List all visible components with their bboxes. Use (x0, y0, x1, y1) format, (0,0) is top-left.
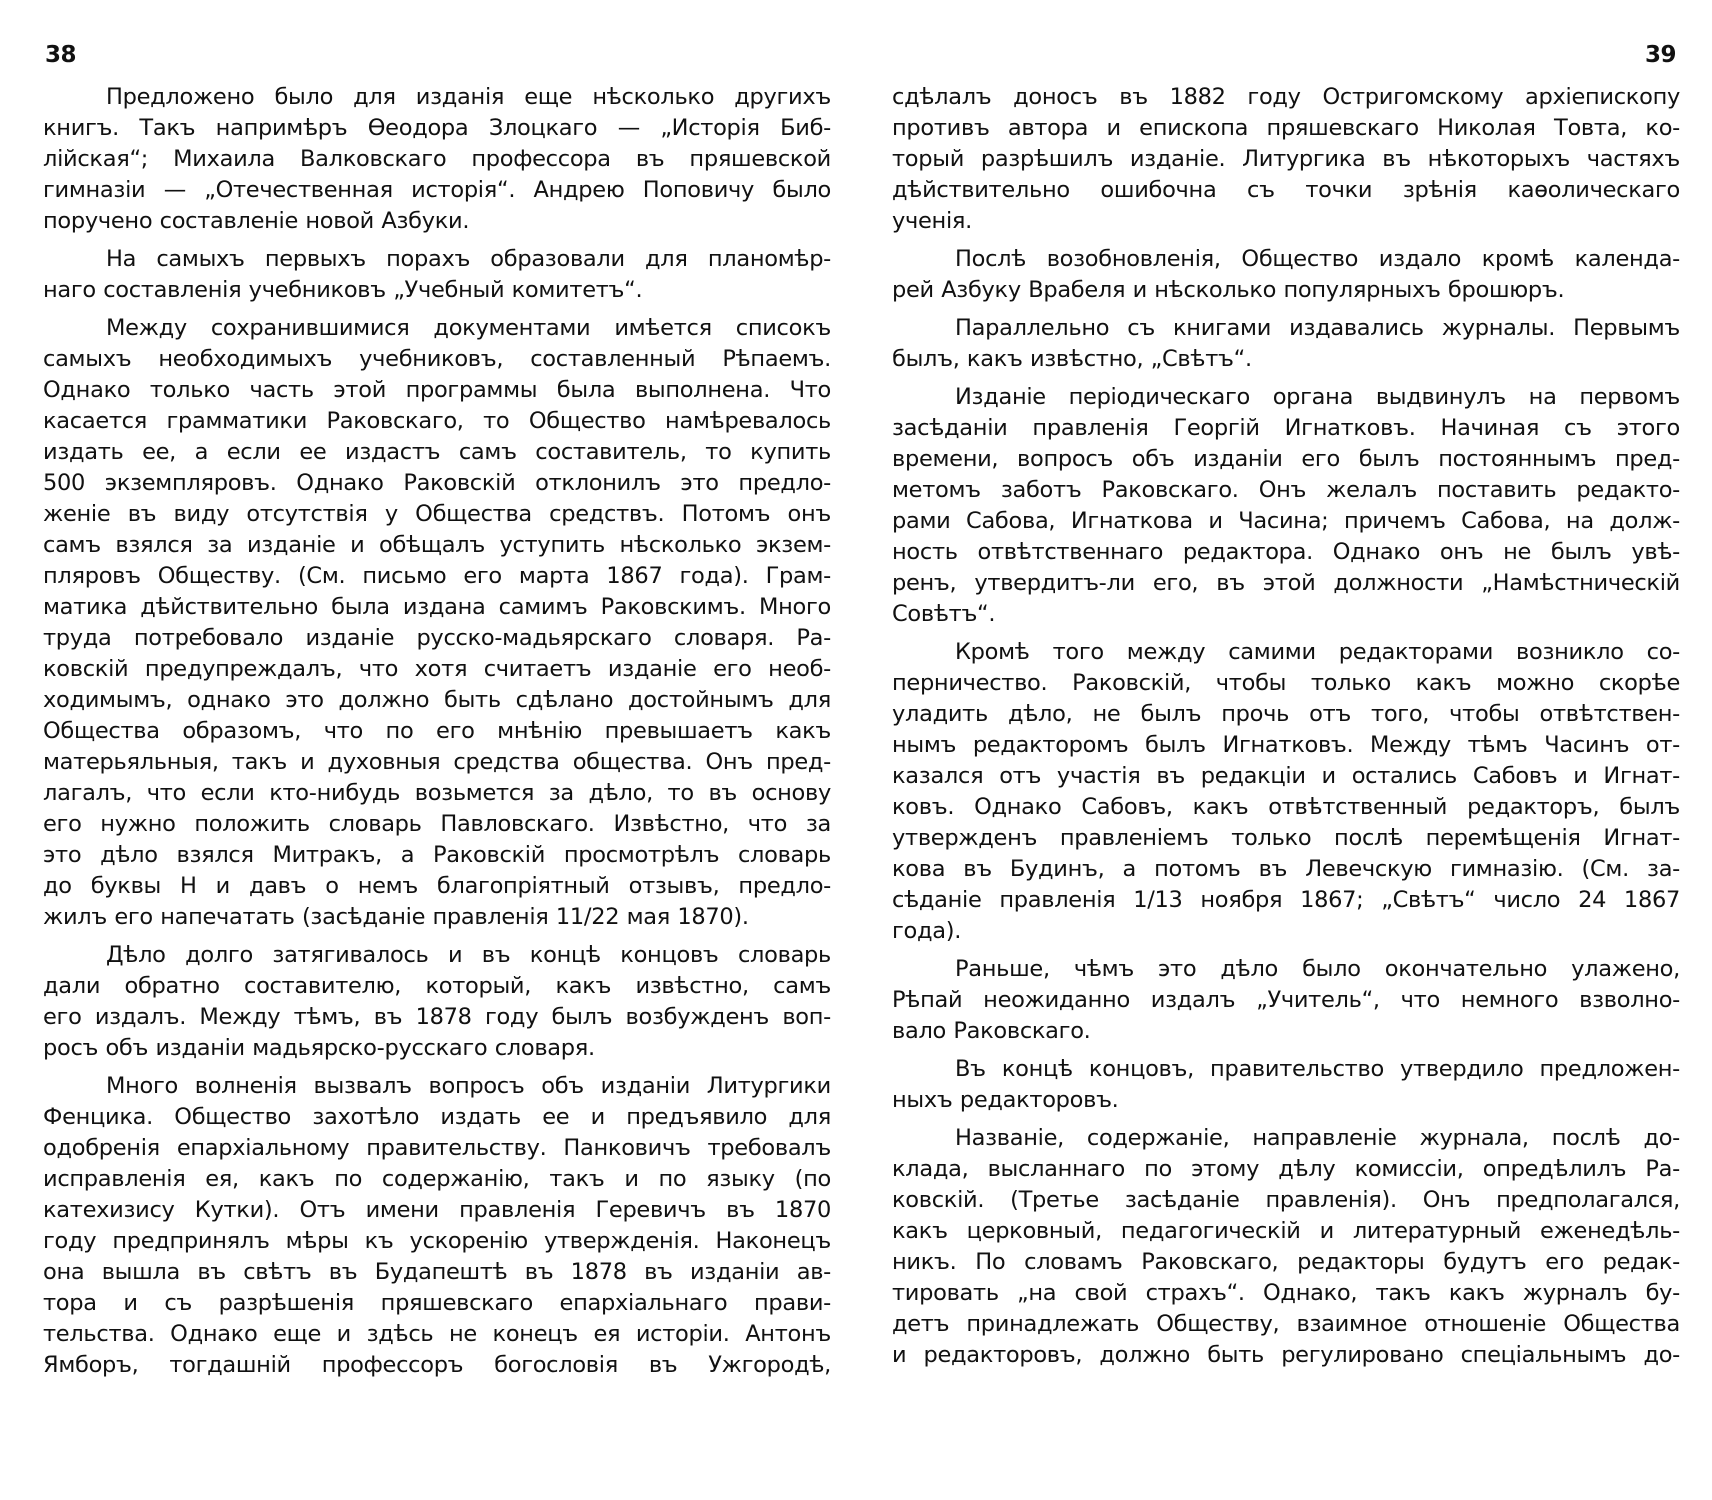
text-line: катехизису Кутки). Отъ имени правленія Геревичъ въ 1870 (43, 1197, 831, 1223)
text-line: это дѣло взялся Митракъ, а Раковскій просмотрѣлъ словарь (43, 842, 831, 868)
text-line: его нужно положить словарь Павловскаго. Извѣстно, что за (43, 811, 831, 837)
text-line: его издалъ. Между тѣмъ, въ 1878 году былъ возбужденъ воп- (43, 1004, 831, 1030)
text-line: жилъ его напечатать (засѣданіе правленія 11/22 мая 1870). (43, 904, 749, 930)
text-line: противъ автора и епископа пряшевскаго Николая Товта, ко- (892, 115, 1680, 141)
text-line: Дѣло долго затягивалось и въ концѣ концовъ словарь (106, 942, 831, 968)
text-line: Въ концѣ концовъ, правительство утвердило предложен- (955, 1056, 1680, 1082)
text-line: ныхъ редакторовъ. (892, 1087, 1119, 1113)
paragraph (43, 82, 831, 237)
text-line: Названіе, содержаніе, направленіе журнала, послѣ до- (955, 1125, 1680, 1151)
text-line: Раньше, чѣмъ это дѣло было окончательно улажено, (955, 956, 1680, 982)
text-line: ренъ, утвердитъ-ли его, въ этой должности „Намѣстническій (892, 570, 1680, 596)
text-line: матерьяльныя, такъ и духовныя средства общества. Онъ пред- (43, 749, 831, 775)
text-line: и редакторовъ, должно быть регулировано спеціальнымъ до- (892, 1342, 1680, 1368)
text-line: труда потребовало изданіе русско-мадьярскаго словаря. Ра- (43, 625, 831, 651)
text-line: году предпринялъ мѣры къ ускоренію утвержденія. Наконецъ (43, 1228, 831, 1254)
text-line: уладить дѣло, не былъ прочь отъ того, чтобы отвѣтствен- (892, 701, 1680, 727)
text-line: ность отвѣтственнаго редактора. Однако онъ не былъ увѣ- (892, 539, 1680, 565)
text-line: перничество. Раковскій, чтобы только какъ можно скорѣе (892, 670, 1680, 696)
paragraph (892, 244, 1680, 306)
text-line: Общества образомъ, что по его мнѣнію превышаетъ какъ (43, 718, 831, 744)
text-line: На самыхъ первыхъ порахъ образовали для планомѣр- (106, 246, 831, 272)
text-line: Изданіе періодическаго органа выдвинулъ на первомъ (955, 384, 1680, 410)
text-line: Фенцика. Общество захотѣло издать ее и предъявило для (43, 1104, 831, 1130)
text-line: Предложено было для изданія еще нѣсколько другихъ (106, 84, 831, 110)
text-line: гимназіи — „Отечественная исторія“. Андрею Поповичу было (43, 177, 831, 203)
text-line: касается грамматики Раковскаго, то Общество намѣревалось (43, 408, 831, 434)
text-line: Послѣ возобновленія, Общество издало кромѣ календа- (955, 246, 1680, 272)
paragraph (892, 382, 1680, 630)
text-line: никъ. По словамъ Раковскаго, редакторы будутъ его редак- (892, 1249, 1680, 1275)
text-line: Совѣтъ“. (892, 601, 996, 627)
text-line: детъ принадлежать Обществу, взаимное отношеніе Общества (892, 1311, 1680, 1337)
paragraph (892, 1054, 1680, 1116)
right-page-text (892, 82, 1680, 1378)
text-line: лійская“; Михаила Валковскаго профессора въ пряшевской (43, 146, 831, 172)
text-line: тировать „на свой страхъ“. Однако, такъ какъ журналъ бу- (892, 1280, 1680, 1306)
text-line: Кромѣ того между самими редакторами возникло со- (955, 639, 1680, 665)
text-line: утвержденъ правленіемъ только послѣ перемѣщенія Игнат- (892, 825, 1680, 851)
text-line: дали обратно составителю, который, какъ извѣстно, самъ (43, 973, 831, 999)
left-page-text (43, 82, 831, 1388)
paragraph (892, 313, 1680, 375)
text-line: издать ее, а если ее издастъ самъ составитель, то купить (43, 439, 831, 465)
paragraph (43, 313, 831, 933)
text-line: Параллельно съ книгами издавались журналы. Первымъ (955, 315, 1680, 341)
text-line: года). (892, 918, 962, 944)
text-line: самъ взялся за изданіе и обѣщалъ уступить нѣсколько экзем- (43, 532, 831, 558)
text-line: Однако только часть этой программы была выполнена. Что (43, 377, 831, 403)
text-line: сдѣлалъ доносъ въ 1882 году Остригомскому архіепископу (892, 84, 1680, 110)
paragraph (892, 82, 1680, 237)
text-line: самыхъ необходимыхъ учебниковъ, составленный Рѣпаемъ. (43, 346, 831, 372)
text-line: времени, вопросъ объ изданіи его былъ постояннымъ пред- (892, 446, 1680, 472)
text-line: ковскій. (Третье засѣданіе правленія). Онъ предполагался, (892, 1187, 1680, 1213)
text-line: какъ церковный, педагогическій и литературный еженедѣль- (892, 1218, 1680, 1244)
text-line: Много волненія вызвалъ вопросъ объ изданіи Литургики (106, 1073, 831, 1099)
text-line: Рѣпай неожиданно издалъ „Учитель“, что немного взволно- (892, 987, 1680, 1013)
text-line: казался отъ участія въ редакціи и остались Сабовъ и Игнат- (892, 763, 1680, 789)
text-line: дѣйствительно ошибочна съ точки зрѣнія каѳолическаго (892, 177, 1680, 203)
text-line: 500 экземпляровъ. Однако Раковскій отклонилъ это предло- (43, 470, 831, 496)
paragraph (892, 954, 1680, 1047)
paragraph (892, 637, 1680, 947)
text-line: пляровъ Обществу. (См. письмо его марта 1867 года). Грам- (43, 563, 831, 589)
text-line: былъ, какъ извѣстно, „Свѣтъ“. (892, 346, 1252, 372)
text-line: ковскій предупреждалъ, что хотя считаетъ изданіе его необ- (43, 656, 831, 682)
text-line: рей Азбуку Врабеля и нѣсколько популярныхъ брошюръ. (892, 277, 1565, 303)
text-line: кова въ Будинъ, а потомъ въ Левечскую гимназію. (См. за- (892, 856, 1680, 882)
text-line: наго составленія учебниковъ „Учебный комитетъ“. (43, 277, 643, 303)
paragraph (43, 244, 831, 306)
text-line: женіе въ виду отсутствія у Общества средствъ. Потомъ онъ (43, 501, 831, 527)
text-line: матика дѣйствительно была издана самимъ Раковскимъ. Много (43, 594, 831, 620)
text-line: лагалъ, что если кто-нибудь возьмется за дѣло, то въ основу (43, 780, 831, 806)
text-line: засѣданіи правленія Георгій Игнатковъ. Начиная съ этого (892, 415, 1680, 441)
text-line: клада, высланнаго по этому дѣлу комиссіи, опредѣлилъ Ра- (892, 1156, 1680, 1182)
text-line: до буквы Н и давъ о немъ благопріятный отзывъ, предло- (43, 873, 831, 899)
paragraph (43, 940, 831, 1064)
text-line: поручено составленіе новой Азбуки. (43, 208, 470, 234)
text-line: она вышла въ свѣтъ въ Будапештѣ въ 1878 въ изданіи ав- (43, 1259, 831, 1285)
text-line: Ямборъ, тогдашній профессоръ богословія въ Ужгородѣ, (43, 1352, 831, 1378)
text-line: нымъ редакторомъ былъ Игнатковъ. Между тѣмъ Часинъ от- (892, 732, 1680, 758)
paragraph (43, 1071, 831, 1381)
text-line: ковъ. Однако Сабовъ, какъ отвѣтственный редакторъ, былъ (892, 794, 1680, 820)
text-line: торый разрѣшилъ изданіе. Литургика въ нѣкоторыхъ частяхъ (892, 146, 1680, 172)
text-line: ученія. (892, 208, 973, 234)
text-line: ходимымъ, однако это должно быть сдѣлано достойнымъ для (43, 687, 831, 713)
text-line: метомъ заботъ Раковскаго. Онъ желалъ поставить редакто- (892, 477, 1680, 503)
text-line: рами Сабова, Игнаткова и Часина; причемъ Сабова, на долж- (892, 508, 1680, 534)
text-line: росъ объ изданіи мадьярско-русскаго словаря. (43, 1035, 595, 1061)
page-number-right: 39 (1644, 42, 1676, 68)
text-line: тора и съ разрѣшенія пряшевскаго епархіальнаго прави- (43, 1290, 831, 1316)
text-line: Между сохранившимися документами имѣется списокъ (106, 315, 831, 341)
text-line: вало Раковскаго. (892, 1018, 1091, 1044)
text-line: исправленія ея, какъ по содержанію, такъ и по языку (по (43, 1166, 831, 1192)
page-number-left: 38 (45, 42, 77, 68)
text-line: книгъ. Такъ напримѣръ Ѳеодора Злоцкаго — „Исторія Биб- (43, 115, 831, 141)
text-line: сѣданіе правленія 1/13 ноября 1867; „Свѣтъ“ число 24 1867 (892, 887, 1680, 913)
text-line: тельства. Однако еще и здѣсь не конецъ ея исторіи. Антонъ (43, 1321, 831, 1347)
text-line: одобренія епархіальному правительству. Панковичъ требовалъ (43, 1135, 831, 1161)
paragraph (892, 1123, 1680, 1371)
